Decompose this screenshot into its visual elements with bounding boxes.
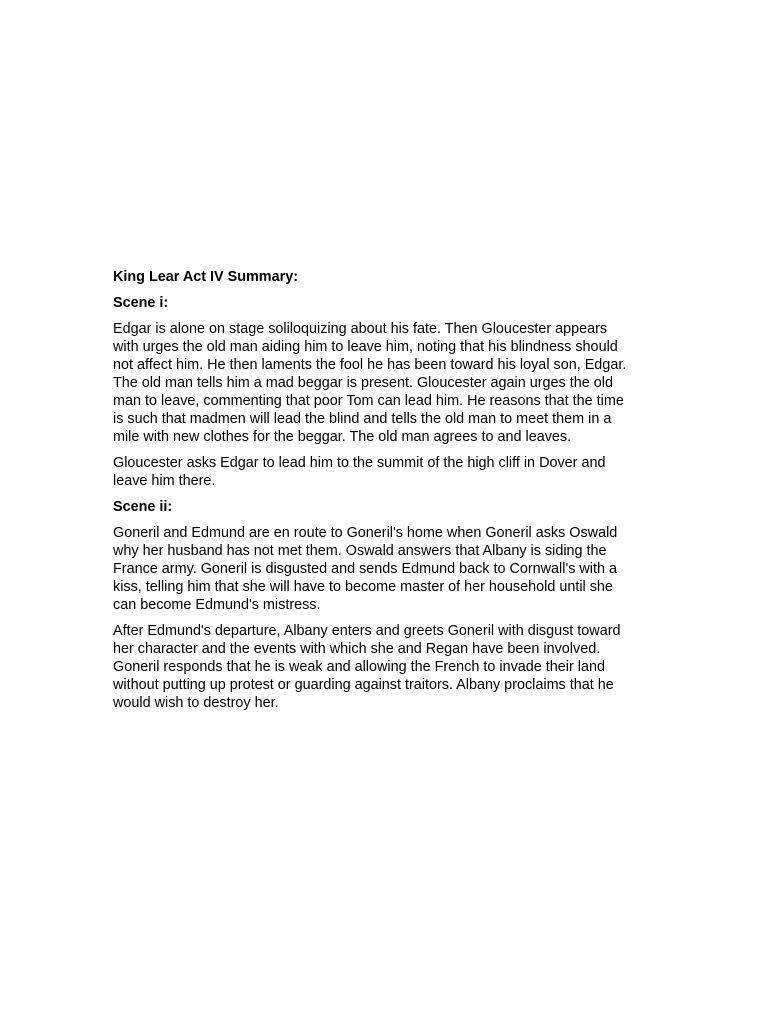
- scene-1-paragraph-2: [113, 454, 658, 490]
- text-line: with urges the old man aiding him to leave him, noting that his blindness should: [113, 339, 618, 355]
- scene-1-heading: Scene i:: [113, 295, 169, 311]
- text-line: leave him there.: [113, 473, 216, 489]
- text-line: Gloucester asks Edgar to lead him to the summit of the high cliff in Dover and: [113, 455, 606, 471]
- text-line: France army. Goneril is disgusted and sends Edmund back to Cornwall's with a: [113, 561, 617, 577]
- text-line: man to leave, commenting that poor Tom can lead him. He reasons that the time: [113, 393, 624, 409]
- document-title: King Lear Act IV Summary:: [113, 269, 298, 285]
- text-line: would wish to destroy her.: [113, 695, 279, 711]
- text-line: can become Edmund's mistress.: [113, 597, 321, 613]
- text-line: Edgar is alone on stage soliloquizing about his fate. Then Gloucester appears: [113, 321, 608, 337]
- text-line: kiss, telling him that she will have to become master of her household until she: [113, 579, 613, 595]
- text-line: After Edmund's departure, Albany enters and greets Goneril with disgust toward: [113, 623, 621, 639]
- text-line: not affect him. He then laments the fool he has been toward his loyal son, Edgar.: [113, 357, 627, 373]
- document-content: [113, 268, 658, 720]
- text-line: is such that madmen will lead the blind and tells the old man to meet them in a: [113, 411, 612, 427]
- scene-2-heading: Scene ii:: [113, 499, 173, 515]
- text-line: mile with new clothes for the beggar. The old man agrees to and leaves.: [113, 429, 572, 445]
- scene-2-paragraph-1: [113, 524, 658, 614]
- scene-2-paragraph-2: [113, 622, 658, 712]
- text-line: Goneril responds that he is weak and allowing the French to invade their land: [113, 659, 605, 675]
- text-line: why her husband has not met them. Oswald answers that Albany is siding the: [113, 543, 607, 559]
- text-line: without putting up protest or guarding against traitors. Albany proclaims that he: [113, 677, 614, 693]
- scene-1-paragraph-1: [113, 320, 658, 446]
- text-line: Goneril and Edmund are en route to Goneril's home when Goneril asks Oswald: [113, 525, 618, 541]
- text-line: The old man tells him a mad beggar is present. Gloucester again urges the old: [113, 375, 613, 391]
- text-line: her character and the events with which she and Regan have been involved.: [113, 641, 601, 657]
